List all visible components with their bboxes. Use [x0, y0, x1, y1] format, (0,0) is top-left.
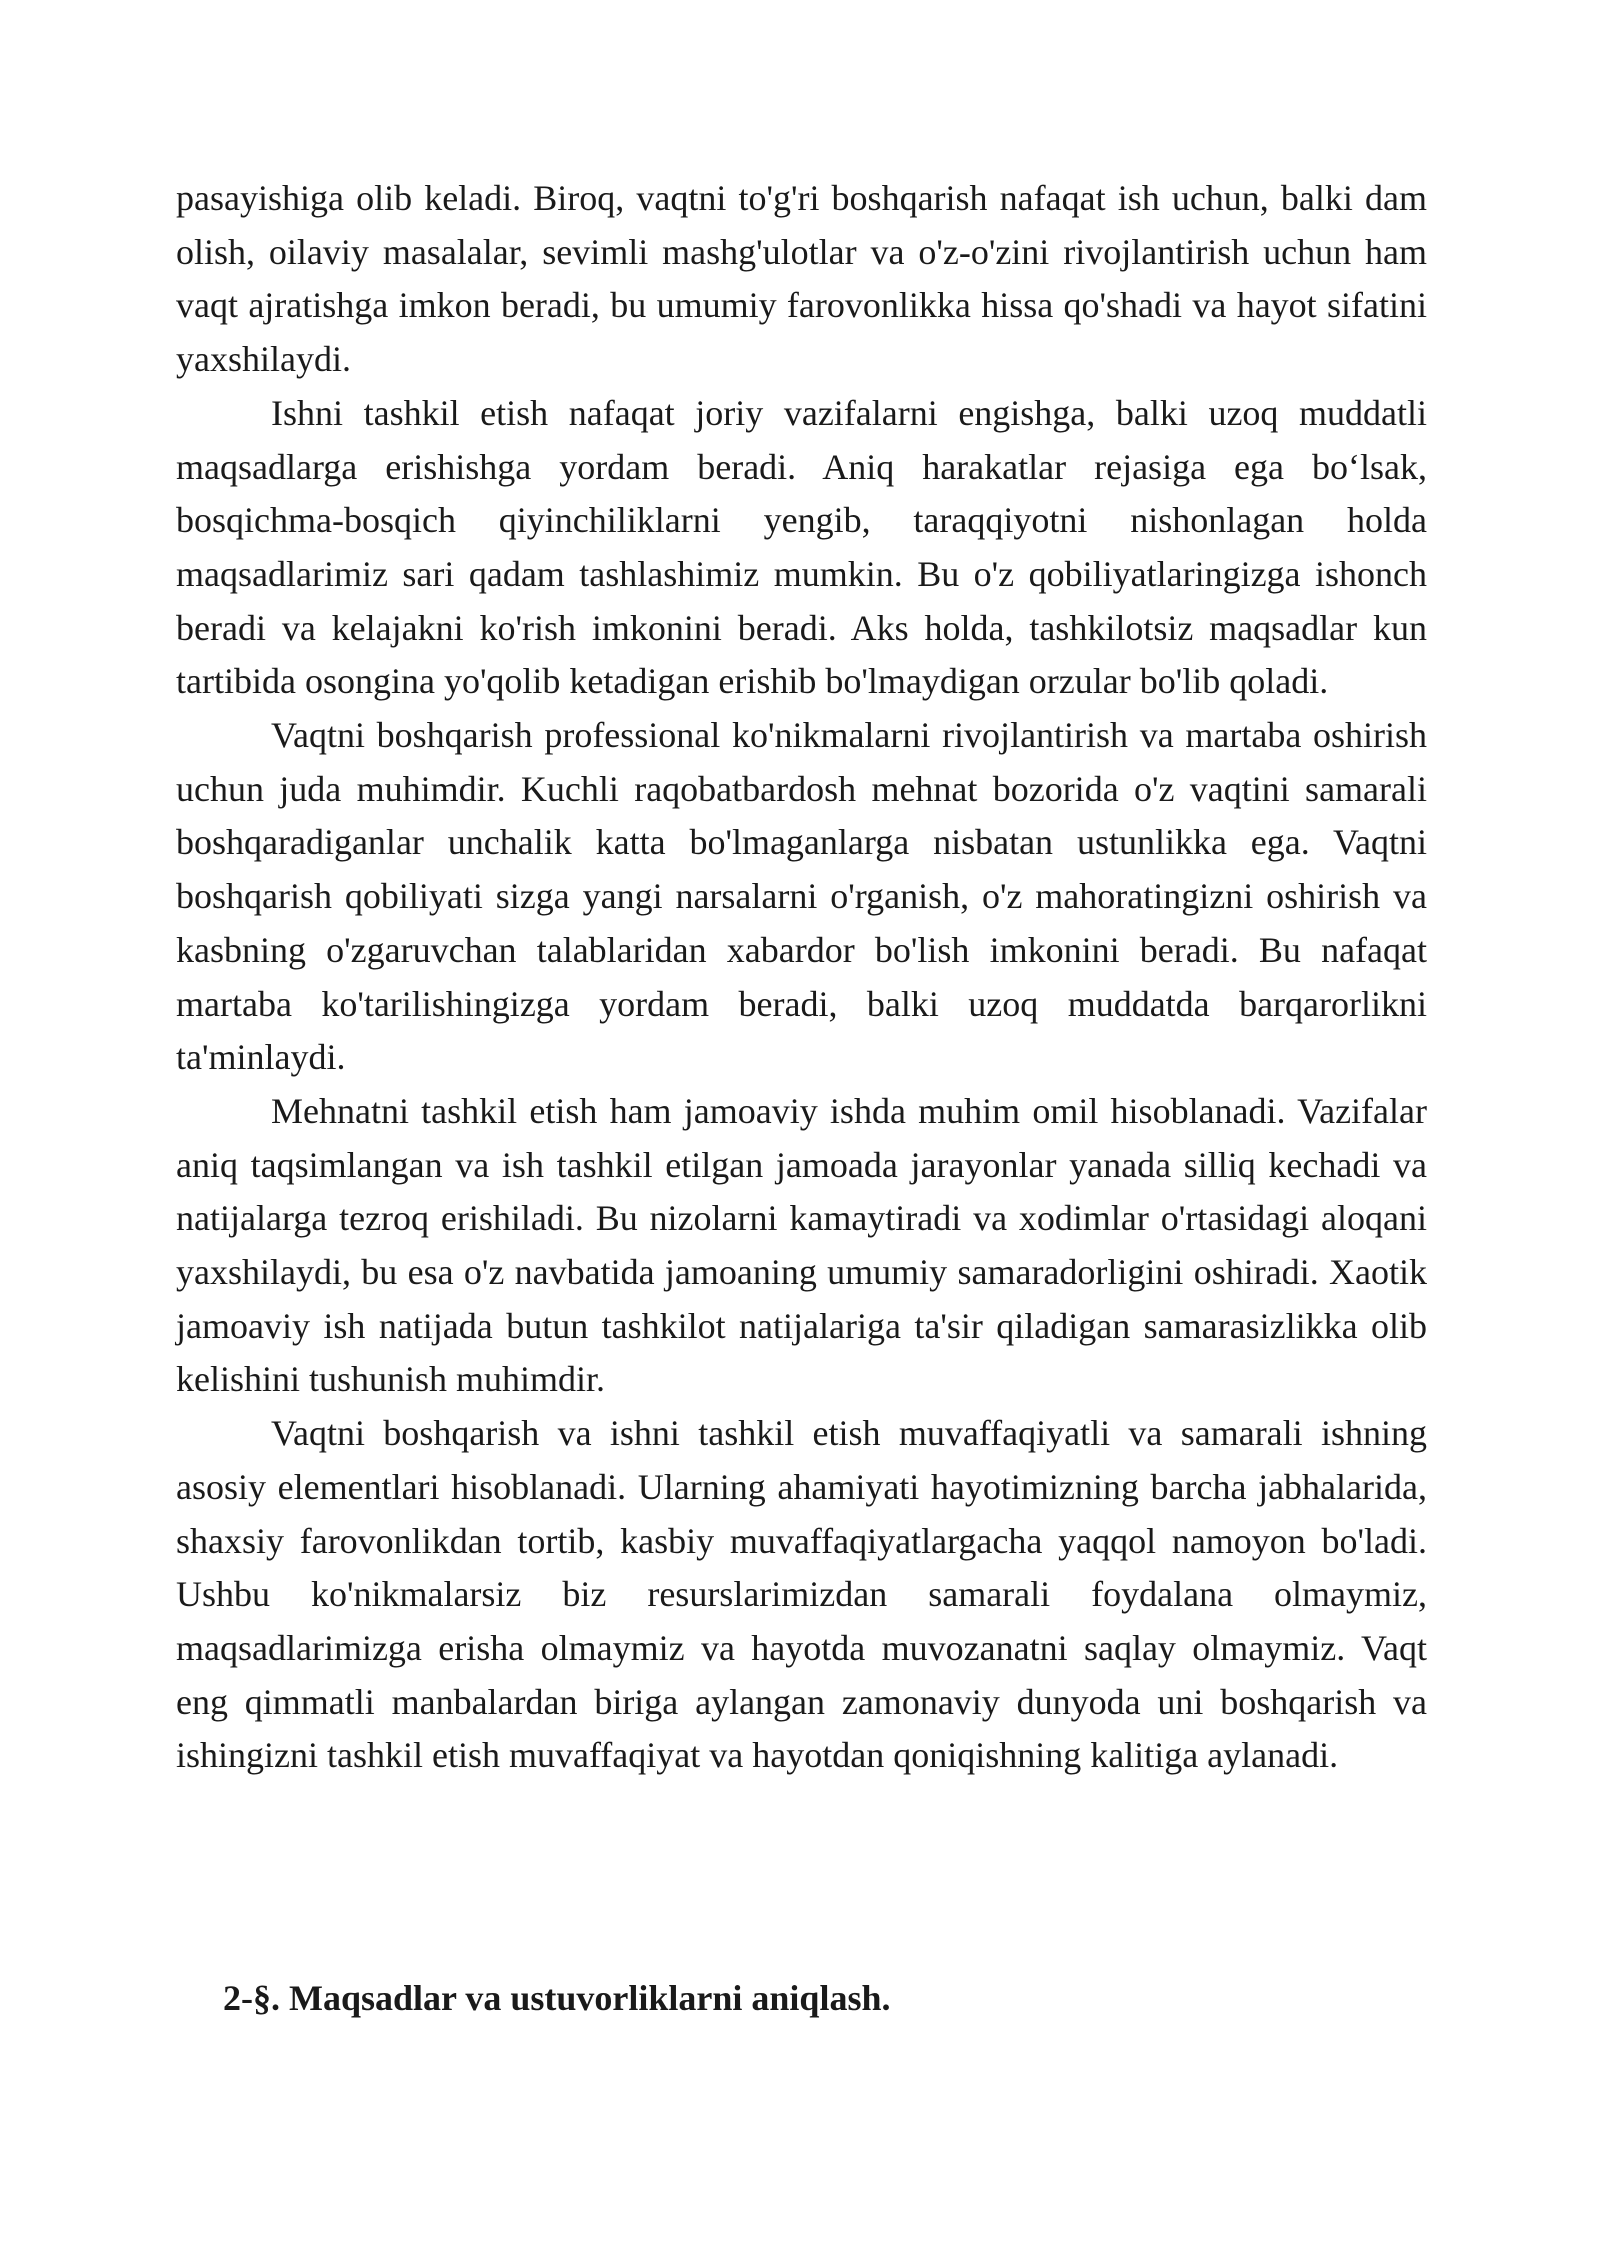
document-body [176, 172, 1427, 1783]
section-heading: 2-§. Maqsadlar va ustuvorliklarni aniqlash. [223, 1978, 891, 2018]
paragraph-work-organization: Ishni tashkil etish nafaqat joriy vazifalarni engishga, balki uzoq muddatli maqsadlarga erishishga yordam beradi. Aniq harakatlar rejasiga ega bo‘lsak, bosqichma-bosqich qiyinchiliklarni yengib, taraqqiyotni nishonlagan holda maqsadlarimiz sari qadam tashlashimiz mumkin. Bu o'z qobiliyatlaringizga ishonch beradi va kelajakni ko'rish imkonini beradi. Aks holda, tashkilotsiz maqsadlar kun tartibida osongina yo'qolib ketadigan erishib bo'lmaydigan orzular bo'lib qoladi. [176, 392, 1427, 702]
paragraph-continuation: pasayishiga olib keladi. Biroq, vaqtni to'g'ri boshqarish nafaqat ish uchun, balki dam olish, oilaviy masalalar, sevimli mashg'ulotlar va o'z-o'zini rivojlantirish uchun ham vaqt ajratishga imkon beradi, bu umumiy farovonlikka hissa qo'shadi va hayot sifatini yaxshilaydi. [176, 178, 1427, 380]
paragraph-teamwork: Mehnatni tashkil etish ham jamoaviy ishda muhim omil hisoblanadi. Vazifalar aniq taqsimlangan va ish tashkil etilgan jamoada jarayonlar yanada silliq kechadi va natijalarga tezroq erishiladi. Bu nizolarni kamaytiradi va xodimlar o'rtasidagi aloqani yaxshilaydi, bu esa o'z navbatida jamoaning umumiy samaradorligini oshiradi. Xaotik jamoaviy ish natijada butun tashkilot natijalariga ta'sir qiladigan samarasizlikka olib kelishini tushunish muhimdir. [176, 1090, 1427, 1400]
paragraph-conclusion: Vaqtni boshqarish va ishni tashkil etish muvaffaqiyatli va samarali ishning asosiy elementlari hisoblanadi. Ularning ahamiyati hayotimizning barcha jabhalarida, shaxsiy farovonlikdan tortib, kasbiy muvaffaqiyatlargacha yaqqol namoyon bo'ladi. Ushbu ko'nikmalarsiz biz resurslarimizdan samarali foydalana olmaymiz, maqsadlarimizga erisha olmaymiz va hayotda muvozanatni saqlay olmaymiz. Vaqt eng qimmatli manbalardan biriga aylangan zamonaviy dunyoda uni boshqarish va ishingizni tashkil etish muvaffaqiyat va hayotdan qoniqishning kalitiga aylanadi. [176, 1413, 1427, 1776]
paragraph-career-development: Vaqtni boshqarish professional ko'nikmalarni rivojlantirish va martaba oshirish uchun juda muhimdir. Kuchli raqobatbardosh mehnat bozorida o'z vaqtini samarali boshqaradiganlar unchalik katta bo'lmaganlarga nisbatan ustunlikka ega. Vaqtni boshqarish qobiliyati sizga yangi narsalarni o'rganish, o'z mahoratingizni oshirish va kasbning o'zgaruvchan talablaridan xabardor bo'lish imkonini beradi. Bu nafaqat martaba ko'tarilishingizga yordam beradi, balki uzoq muddatda barqarorlikni ta'minlaydi. [176, 715, 1427, 1078]
